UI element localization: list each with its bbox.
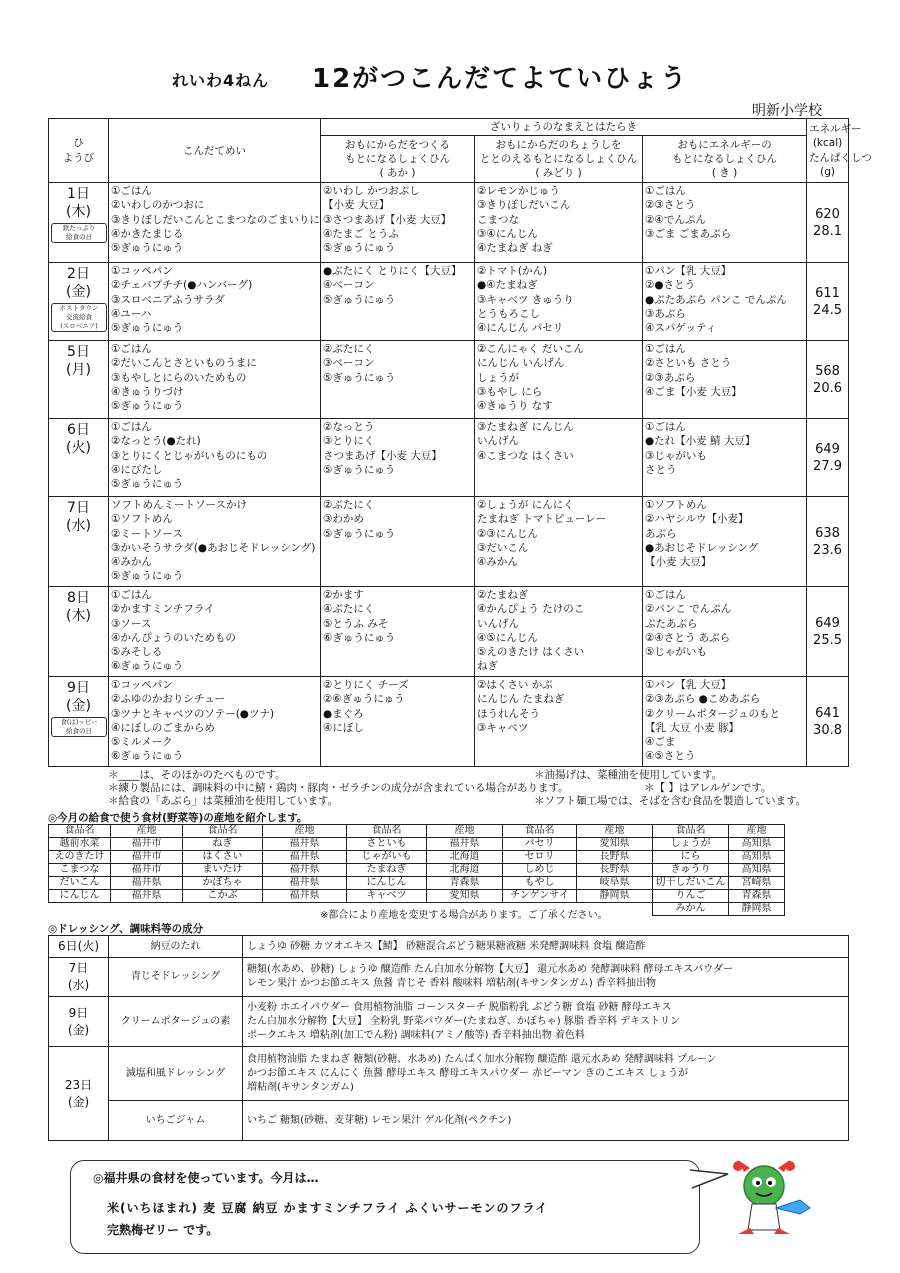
origin-cell: 福井県	[111, 877, 183, 890]
green-cell: ②こんにゃく だいこん にんじん いんげん しょうが ③もやし にら ④きゅうり なす	[475, 341, 643, 419]
kcal-value: 611	[815, 285, 840, 301]
dressing-day: 7日 (水)	[49, 958, 109, 997]
dressing-row	[49, 1101, 849, 1141]
green-cell: ②レモンかじゅう ③きりぼしだいこん こまつな ③④にんじん ④たまねぎ ねぎ	[475, 183, 643, 263]
day-cell	[49, 419, 109, 497]
origin-cell: 愛知県	[577, 838, 653, 851]
day-weekday: (木)	[66, 204, 91, 221]
note-3: ＊給食の「あぶら」は菜種油を使用しています。	[108, 795, 339, 807]
dressing-ingredients: しょうゆ 砂糖 カツオエキス【鯖】 砂糖混合ぶどう糖果糖液糖 米発酵調味料 食塩 醸造酢	[243, 936, 849, 958]
fukui-line-2: 米(いちほまれ) 麦 豆腐 納豆 かますミンチフライ ふくいサーモンのフライ	[107, 1201, 549, 1215]
protein-value: 30.8	[813, 722, 842, 738]
header-green: おもにからだのちょうしを ととのえるもとになるしょくひん ( みどり )	[475, 136, 643, 183]
day-weekday: (水)	[66, 518, 91, 535]
kcal-value: 641	[815, 705, 840, 721]
origin-cell: じゃがいも	[347, 851, 427, 864]
day-date: 9日	[67, 680, 90, 697]
day-weekday: (火)	[66, 440, 91, 457]
menu-row	[49, 263, 849, 341]
origin-cell: チンゲンサイ	[503, 890, 577, 903]
kcal-value: 620	[815, 206, 840, 222]
protein-value: 28.1	[813, 223, 842, 239]
menu-row	[49, 497, 849, 587]
origin-cell: にんじん	[347, 877, 427, 890]
origin-cell: 食品名	[503, 825, 577, 838]
dressing-name: 納豆のたれ	[109, 936, 243, 958]
origin-cell: 北海道	[427, 864, 503, 877]
page-title: 12がつこんだてよていひょう	[312, 64, 689, 94]
menu-cell: ①コッペパン ②チェバプチチ(●ハンバーグ) ③スロベニアふうサラダ ④ユーハ ⑤ぎゅうにゅう	[109, 263, 321, 341]
nutrition-cell	[807, 587, 849, 677]
origin-row	[49, 851, 785, 864]
origin-cell: 福井県	[263, 851, 347, 864]
protein-value: 24.5	[813, 302, 842, 318]
day-date: 6日	[67, 422, 90, 439]
dressing-title: ◎ドレッシング、調味料等の成分	[48, 923, 204, 935]
protein-value: 25.5	[813, 632, 842, 648]
yellow-cell: ①パン【乳 大豆】 ②●さとう ●ぶたあぶら パンこ でんぷん ③あぶら ④スパゲッティ	[643, 263, 807, 341]
origin-cell: 福井県	[111, 890, 183, 903]
note-1: ＊____は、そのほかのたべものです。	[108, 769, 286, 781]
origin-cell: 福井市	[111, 838, 183, 851]
origin-cell: 切干しだいこん	[653, 877, 729, 890]
title-row	[0, 58, 900, 98]
origin-row	[49, 877, 785, 890]
day-weekday: (金)	[66, 284, 91, 301]
origin-cell: こかぶ	[183, 890, 263, 903]
menu-cell: ①ごはん ②だいこんとさといものうまに ③もやしとにらのいためもの ④きゅうりづけ ⑤ぎゅうにゅう	[109, 341, 321, 419]
note-2: ＊練り製品には、調味料の中に鯖・鶏肉・豚肉・ゼラチンの成分が含まれている場合があります。	[108, 782, 569, 794]
dressing-table	[48, 935, 849, 1141]
kcal-value: 568	[815, 363, 840, 379]
nutrition-cell	[807, 341, 849, 419]
header-nutrition: エネルギー (kcal) たんぱくしつ (g)	[807, 119, 849, 183]
day-cell	[49, 497, 109, 587]
day-weekday: (木)	[66, 608, 91, 625]
menu-cell: ソフトめんミートソースかけ ①ソフトめん ②ミートソース ③かいそうサラダ(●あおじそドレッシング) ④みかん ⑤ぎゅうにゅう	[109, 497, 321, 587]
origin-cell: 北海道	[427, 851, 503, 864]
origin-cell: みかん	[653, 903, 729, 916]
origin-cell: 食品名	[183, 825, 263, 838]
header-red: おもにからだをつくる もとになるしょくひん ( あか )	[321, 136, 475, 183]
origin-cell: こまつな	[49, 864, 111, 877]
menu-cell: ①ごはん ②かますミンチフライ ③ソース ④かんぴょうのいためもの ⑤みそしる ⑥ぎゅうにゅう	[109, 587, 321, 677]
origin-cell: 産地	[427, 825, 503, 838]
dressing-name: クリームポタージュの素	[109, 997, 243, 1047]
day-date: 8日	[67, 590, 90, 607]
origin-cell: ねぎ	[183, 838, 263, 851]
origin-note: ※都合により産地を変更する場合があります。ご了承ください。	[320, 910, 608, 921]
dressing-day: 23日 (金)	[49, 1047, 109, 1141]
day-cell	[49, 677, 109, 767]
kcal-value: 638	[815, 525, 840, 541]
menu-row	[49, 677, 849, 767]
fukui-bubble	[70, 1160, 700, 1254]
origin-cell: 長野県	[577, 851, 653, 864]
dressing-body	[49, 936, 849, 1141]
yellow-cell: ①パン【乳 大豆】 ②③あぶら ●こめあぶら ②クリームポタージュのもと 【乳 大豆 小麦 豚】 ④ごま ④⑤さとう	[643, 677, 807, 767]
day-cell	[49, 263, 109, 341]
kcal-value: 649	[815, 615, 840, 631]
header-menu: こんだてめい	[109, 119, 321, 183]
day-badge: 鉄たっぷり 給食の日	[51, 223, 107, 243]
dressing-ingredients: いちご 糖類(砂糖、麦芽糖) レモン果汁 ゲル化剤(ペクチン)	[243, 1101, 849, 1141]
origin-cell: 福井県	[263, 864, 347, 877]
origin-row	[49, 838, 785, 851]
origin-cell: 福井県	[263, 890, 347, 903]
fukui-line-3: 完熟梅ゼリー です。	[107, 1223, 219, 1237]
dressing-row	[49, 1047, 849, 1101]
dressing-ingredients: 糖類(水あめ、砂糖) しょうゆ 醸造酢 たん白加水分解物【大豆】 還元水あめ 発酵調味料 酵母エキスパウダー レモン果汁 かつお節エキス 魚醤 青じそ 香料 酸味料 増粘剤(キサンタンガム) 香辛料抽出物	[243, 958, 849, 997]
menu-row	[49, 419, 849, 497]
origin-cell: パセリ	[503, 838, 577, 851]
origin-cell: しょうが	[653, 838, 729, 851]
day-date: 7日	[67, 500, 90, 517]
origin-cell: もやし	[503, 877, 577, 890]
origin-cell: 産地	[729, 825, 785, 838]
origin-cell: まいたけ	[183, 864, 263, 877]
header-day: ひ ようび	[49, 119, 109, 183]
origin-cell: 食品名	[653, 825, 729, 838]
red-cell: ②ぶたにく ③ベーコン ⑤ぎゅうにゅう	[321, 341, 475, 419]
school-name: 明新小学校	[752, 103, 822, 119]
origin-title: ◎今月の給食で使う食材(野菜等)の産地を紹介します。	[48, 812, 308, 824]
origin-table	[48, 824, 785, 916]
dressing-day: 6日(火)	[49, 936, 109, 958]
yellow-cell: ①ソフトめん ②ハヤシルウ【小麦】 あぶら ●あおじそドレッシング 【小麦 大豆】	[643, 497, 807, 587]
dressing-name: 減塩和風ドレッシング	[109, 1047, 243, 1101]
menu-row	[49, 587, 849, 677]
origin-cell: 青森県	[427, 877, 503, 890]
menu-cell: ①コッペパン ②ふゆのかおりシチュー ③ツナとキャベツのソテー(●ツナ) ④にぼしのごまからめ ⑤ミルメーク ⑥ぎゅうにゅう	[109, 677, 321, 767]
note-6: ＊ソフト麺工場では、そばを含む食品を製造しています。	[534, 795, 807, 807]
origin-cell: にんじん	[49, 890, 111, 903]
day-date: 1日	[67, 186, 90, 203]
dressing-row	[49, 997, 849, 1047]
red-cell: ②いわし かつおぶし 【小麦 大豆】 ③さつまあげ【小麦 大豆】 ④たまご とうふ ⑤ぎゅうにゅう	[321, 183, 475, 263]
protein-value: 23.6	[813, 542, 842, 558]
day-weekday: (月)	[66, 362, 91, 379]
origin-cell: 食品名	[49, 825, 111, 838]
day-badge: 食(は)ッピー 給食の日	[51, 717, 107, 737]
origin-cell: 福井市	[111, 864, 183, 877]
dressing-row	[49, 936, 849, 958]
dressing-name: いちごジャム	[109, 1101, 243, 1141]
era-label: れいわ4ねん	[172, 71, 270, 90]
origin-cell: キャベツ	[347, 890, 427, 903]
origin-cell: にら	[653, 851, 729, 864]
origin-cell: 青森県	[729, 890, 785, 903]
nutrition-cell	[807, 419, 849, 497]
origin-cell: 産地	[263, 825, 347, 838]
origin-cell: 長野県	[577, 864, 653, 877]
origin-cell: 食品名	[347, 825, 427, 838]
header-ingredients: ざいりょうのなまえとはたらき	[321, 119, 807, 136]
nutrition-cell	[807, 183, 849, 263]
yellow-cell: ①ごはん ●たれ【小麦 鯖 大豆】 ③じゃがいも さとう	[643, 419, 807, 497]
origin-cell: セロリ	[503, 851, 577, 864]
origin-cell: 福井市	[111, 851, 183, 864]
dressing-ingredients: 食用植物油脂 たまねぎ 糖類(砂糖、水あめ) たんぱく加水分解物 醸造酢 還元水あめ 発酵調味料 プルーン かつお節エキス にんにく 魚醤 酵母エキス 酵母エキスパウダー 赤ピーマン きのこエキス しょうが 増粘剤(キサンタンガム)	[243, 1047, 849, 1101]
origin-cell: 産地	[111, 825, 183, 838]
yellow-cell: ①ごはん ②さといも さとう ②③あぶら ④ごま【小麦 大豆】	[643, 341, 807, 419]
origin-cell: さといも	[347, 838, 427, 851]
green-cell: ②はくさい かぶ にんじん たまねぎ ほうれんそう ③キャベツ	[475, 677, 643, 767]
origin-cell: しめじ	[503, 864, 577, 877]
dressing-day: 9日 (金)	[49, 997, 109, 1047]
red-cell: ②とりにく チーズ ②⑥ぎゅうにゅう ●まぐろ ④にぼし	[321, 677, 475, 767]
dressing-row	[49, 958, 849, 997]
red-cell: ●ぶたにく とりにく【大豆】 ④ベーコン ⑤ぎゅうにゅう	[321, 263, 475, 341]
menu-table	[48, 118, 873, 767]
origin-cell: 高知県	[729, 838, 785, 851]
nutrition-cell	[807, 263, 849, 341]
origin-cell: はくさい	[183, 851, 263, 864]
origin-header-row	[49, 825, 785, 838]
nutrition-cell	[807, 497, 849, 587]
origin-cell: 宮崎県	[729, 877, 785, 890]
note-4: ＊油揚げは、菜種油を使用しています。	[534, 769, 723, 781]
nutrition-cell	[807, 677, 849, 767]
red-cell: ②ぶたにく ③わかめ ⑤ぎゅうにゅう	[321, 497, 475, 587]
red-cell: ②かます ④ぶたにく ⑤とうふ みそ ⑥ぎゅうにゅう	[321, 587, 475, 677]
origin-cell: 静岡県	[577, 890, 653, 903]
menu-row	[49, 183, 849, 263]
day-date: 5日	[67, 344, 90, 361]
menu-row	[49, 341, 849, 419]
dressing-ingredients: 小麦粉 ホエイパウダー 食用植物油脂 コーンスターチ 脱脂粉乳 ぶどう糖 食塩 砂糖 酵母エキス たん白加水分解物【大豆】 全粉乳 野菜パウダー(たまねぎ、かぼちゃ) 豚脂 香辛料 デキストリン ポークエキス 増粘剤(加工でん粉) 調味料(アミノ酸等) 香辛料抽出物 着色料	[243, 997, 849, 1047]
dressing-name: 青じそドレッシング	[109, 958, 243, 997]
mascot-icon	[730, 1158, 820, 1238]
origin-cell: 福井県	[427, 838, 503, 851]
origin-row	[49, 890, 785, 903]
origin-cell: 静岡県	[729, 903, 785, 916]
fukui-line-1: ◎福井県の食材を使っています。今月は…	[93, 1171, 319, 1185]
origin-cell: だいこん	[49, 877, 111, 890]
origin-cell: えのきたけ	[49, 851, 111, 864]
header-yellow: おもにエネルギーの もとになるしょくひん ( き )	[643, 136, 807, 183]
green-cell: ②しょうが にんにく たまねぎ トマトピューレー ②③にんじん ③だいこん ④みかん	[475, 497, 643, 587]
menu-cell: ①ごはん ②なっとう(●たれ) ③とりにくとじゃがいものにもの ④にびたし ⑤ぎゅうにゅう	[109, 419, 321, 497]
origin-cell: 高知県	[729, 851, 785, 864]
day-cell	[49, 341, 109, 419]
origin-cell: 岐阜県	[577, 877, 653, 890]
day-badge: ホストタウン 交流給食 (スロベニア)	[51, 303, 107, 332]
origin-row	[49, 864, 785, 877]
green-cell: ②トマト(かん) ●④たまねぎ ③キャベツ きゅうり とうもろこし ④にんじん パセリ	[475, 263, 643, 341]
day-date: 2日	[67, 266, 90, 283]
note-5: ＊【 】はアレルゲンです。	[644, 782, 772, 794]
day-cell	[49, 183, 109, 263]
green-cell: ②たまねぎ ④かんぴょう たけのこ いんげん ④⑤にんじん ⑤えのきたけ はくさい ねぎ	[475, 587, 643, 677]
red-cell: ②なっとう ③とりにく さつまあげ【小麦 大豆】 ⑤ぎゅうにゅう	[321, 419, 475, 497]
origin-cell: 福井県	[263, 877, 347, 890]
origin-cell: きゅうり	[653, 864, 729, 877]
menu-body	[49, 183, 849, 767]
green-cell: ③たまねぎ にんじん いんげん ④こまつな はくさい	[475, 419, 643, 497]
day-weekday: (金)	[66, 698, 91, 715]
origin-cell: かぼちゃ	[183, 877, 263, 890]
protein-value: 20.6	[813, 380, 842, 396]
origin-body	[49, 825, 785, 916]
protein-value: 27.9	[813, 458, 842, 474]
origin-cell: 高知県	[729, 864, 785, 877]
origin-cell: 福井県	[263, 838, 347, 851]
origin-cell: 産地	[577, 825, 653, 838]
yellow-cell: ①ごはん ②パンこ でんぷん ぶたあぶら ②④さとう あぶら ⑤じゃがいも	[643, 587, 807, 677]
origin-cell: 越前水菜	[49, 838, 111, 851]
origin-cell: りんご	[653, 890, 729, 903]
yellow-cell: ①ごはん ②③さとう ②④でんぷん ③ごま ごまあぶら	[643, 183, 807, 263]
menu-cell: ①ごはん ②いわしのかつおに ③きりぼしだいこんとこまつなのごまいりに ④かきたまじる ⑤ぎゅうにゅう	[109, 183, 321, 263]
bubble-tail	[690, 1168, 730, 1192]
origin-cell: 愛知県	[427, 890, 503, 903]
origin-cell: たまねぎ	[347, 864, 427, 877]
day-cell	[49, 587, 109, 677]
kcal-value: 649	[815, 441, 840, 457]
